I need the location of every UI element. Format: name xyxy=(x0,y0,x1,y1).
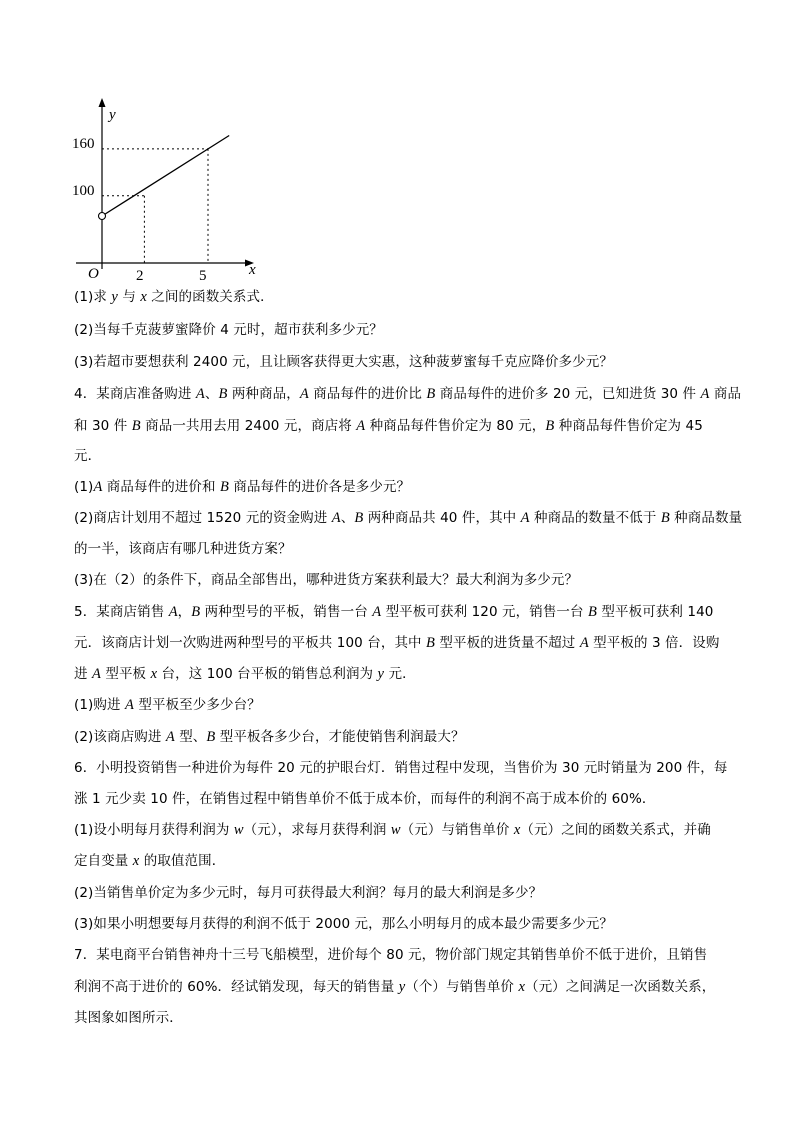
q5-line1: 5．某商店销售 A，B 两种型号的平板，销售一台 A 型平板可获利 120 元，销售一台 B 型平板可获利 140 xyxy=(74,604,714,620)
q7-line1: 7．某电商平台销售神舟十三号飞船模型，进价每个 80 元，物价部门规定其销售单价不低于进价，且销售 xyxy=(74,947,708,963)
q6-part1b: 定自变量 x 的取值范围． xyxy=(74,853,226,869)
x-tick-5: 5 xyxy=(199,268,207,282)
y-tick-160: 160 xyxy=(72,136,95,152)
y-axis-arrow xyxy=(99,98,106,107)
q6-part1a: (1)设小明每月获得利润为 w（元），求每月获得利润 w（元）与销售单价 x（元）之间的函数关系式，并确 xyxy=(74,822,711,838)
q6-line1: 6．小明投资销售一种进价为每件 20 元的护眼台灯．销售过程中发现，当售价为 30 元时销量为 200 件，每 xyxy=(74,760,728,776)
function-graph xyxy=(66,92,266,282)
q4-part3: (3)在（2）的条件下，商品全部售出，哪种进货方案获利最大？最大利润为多少元？ xyxy=(74,572,579,588)
q7-line3: 其图象如图所示． xyxy=(74,1010,183,1026)
x-axis-label: x xyxy=(249,262,256,278)
q3-part2: (2)当每千克菠萝蜜降价 4 元时，超市获利多少元？ xyxy=(74,322,383,338)
function-line xyxy=(102,136,229,216)
q3-part3: (3)若超市要想获利 2400 元，且让顾客获得更大实惠，这种菠萝蜜每千克应降价多少元？ xyxy=(74,354,613,370)
q4-part1: (1)A 商品每件的进价和 B 商品每件的进价各是多少元？ xyxy=(74,479,411,495)
q7-line2: 利润不高于进价的 60%．经试销发现，每天的销售量 y（个）与销售单价 x（元）之间满足一次函数关系， xyxy=(74,979,716,995)
q5-part1: (1)购进 A 型平板至少多少台？ xyxy=(74,697,261,713)
q4-line3: 元． xyxy=(74,448,102,464)
q4-line1: 4．某商店准备购进 A、B 两种商品，A 商品每件的进价比 B 商品每件的进价多 20 元，已知进货 30 件 A 商品 xyxy=(74,386,742,402)
y-tick-100: 100 xyxy=(72,183,95,199)
q4-part2a: (2)商店计划用不超过 1520 元的资金购进 A、B 两种商品共 40 件，其中 A 种商品的数量不低于 B 种商品数量 xyxy=(74,510,743,526)
open-endpoint xyxy=(99,213,106,220)
q4-line2: 和 30 件 B 商品一共用去用 2400 元，商店将 A 种商品每件售价定为 80 元，B 种商品每件售价定为 45 xyxy=(74,418,703,434)
q3-part1: (1)求 y 与 x 之间的函数关系式． xyxy=(74,289,274,305)
q4-part2b: 的一半，该商店有哪几种进货方案？ xyxy=(74,541,292,557)
q6-part3: (3)如果小明想要每月获得的利润不低于 2000 元，那么小明每月的成本最少需要多少元？ xyxy=(74,916,613,932)
q5-part2: (2)该商店购进 A 型、B 型平板各多少台，才能使销售利润最大？ xyxy=(74,729,465,745)
x-tick-2: 2 xyxy=(136,268,144,282)
origin-label: O xyxy=(88,266,99,282)
q5-line3: 进 A 型平板 x 台，这 100 台平板的销售总利润为 y 元． xyxy=(74,666,416,682)
q5-line2: 元．该商店计划一次购进两种型号的平板共 100 台，其中 B 型平板的进货量不超过 A 型平板的 3 倍．设购 xyxy=(74,635,720,651)
y-axis-label: y xyxy=(109,107,116,123)
q6-part2: (2)当销售单价定为多少元时，每月可获得最大利润？每月的最大利润是多少？ xyxy=(74,885,543,901)
q6-line2: 涨 1 元少卖 10 件，在销售过程中销售单价不低于成本价，而每件的利润不高于成本价的 60%． xyxy=(74,791,656,807)
